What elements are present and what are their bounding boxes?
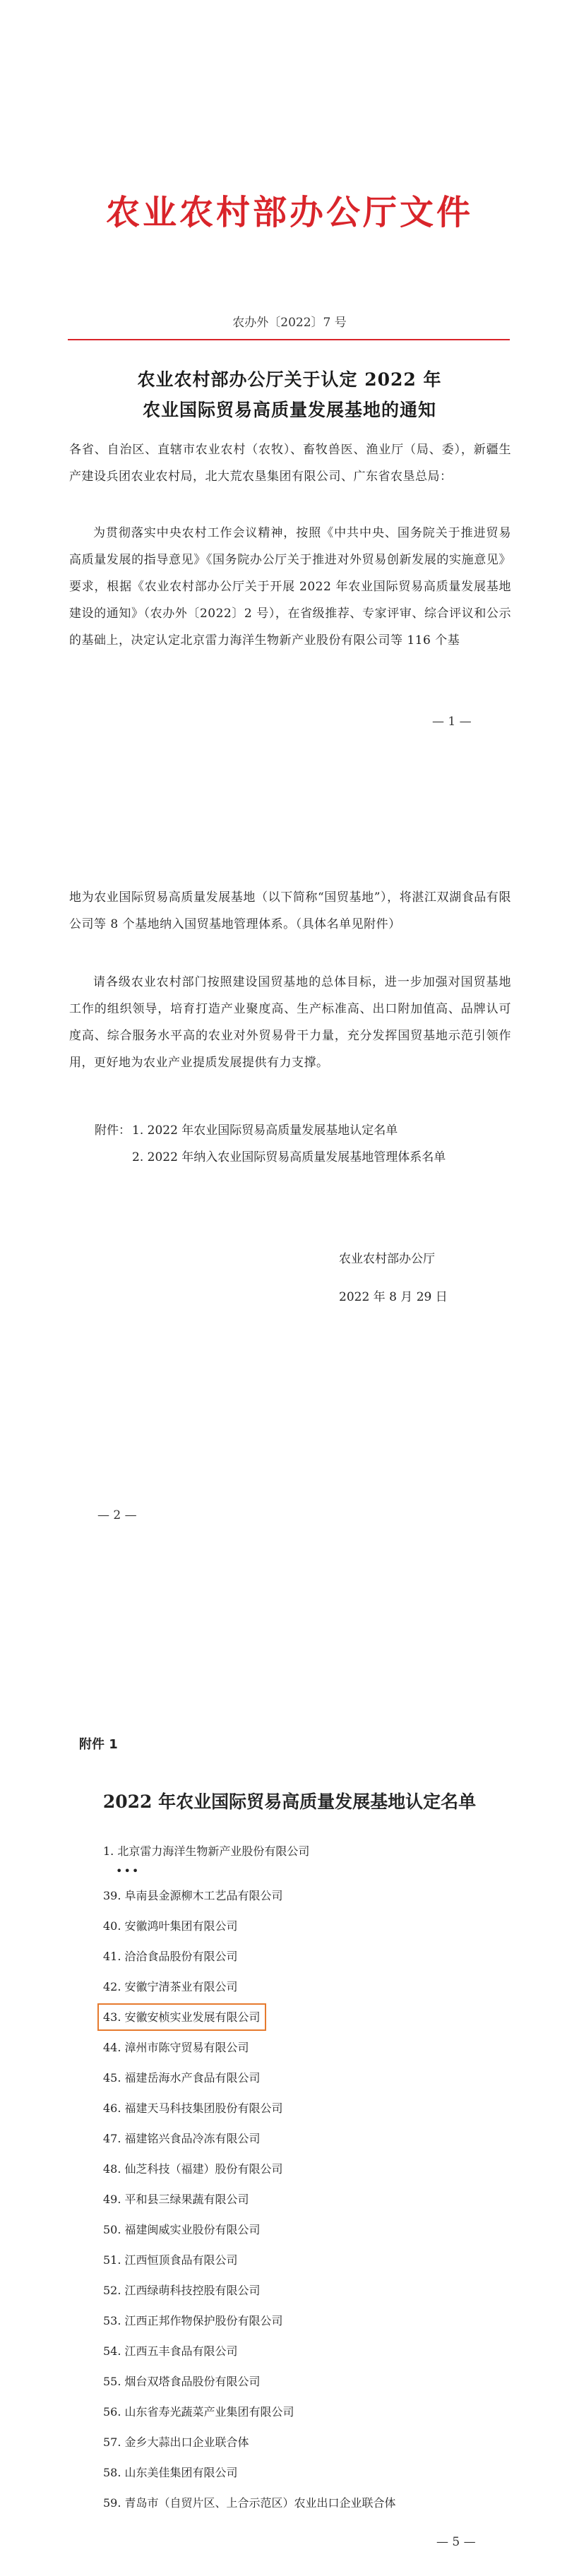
attachment-2: 2. 2022 年纳入农业国际贸易高质量发展基地管理体系名单 — [132, 1150, 446, 1164]
list-item: 59. 青岛市（自贸片区、上合示范区）农业出口企业联合体 — [103, 2496, 396, 2510]
list-item: 41. 洽洽食品股份有限公司 — [103, 1950, 238, 1963]
body-paragraph-1-continued: 地为农业国际贸易高质量发展基地（以下简称“国贸基地”），将湛江双湖食品有限公司等 8 个基地纳入国贸基地管理体系。（具体名单见附件） — [69, 890, 511, 931]
list-item: 47. 福建铭兴食品冷冻有限公司 — [103, 2132, 261, 2145]
list-item: 44. 漳州市陈守贸易有限公司 — [103, 2041, 249, 2054]
page-number-2: — 2 — — [97, 1508, 137, 1522]
document-masthead: 农业农村部办公厅文件 — [105, 193, 473, 232]
list-item: 45. 福建岳海水产食品有限公司 — [103, 2071, 261, 2085]
attachment-1: 1. 2022 年农业国际贸易高质量发展基地认定名单 — [132, 1123, 398, 1138]
base-list — [103, 1836, 396, 2518]
annex-label: 附件 1 — [79, 1737, 118, 1752]
page-number-1: — 1 — — [432, 715, 472, 729]
list-item: 46. 福建天马科技集团股份有限公司 — [103, 2101, 283, 2115]
recipients-paragraph: 各省、自治区、直辖市农业农村（农牧）、畜牧兽医、渔业厅（局、委），新疆生产建设兵团农业农村局，北大荒农垦集团有限公司、广东省农垦总局： — [69, 443, 511, 484]
list-item: 56. 山东省寿光蔬菜产业集团有限公司 — [103, 2405, 294, 2419]
list-item: 50. 福建闽威实业股份有限公司 — [103, 2223, 261, 2236]
body-paragraph-2: 请各级农业农村部门按照建设国贸基地的总体目标，进一步加强对国贸基地工作的组织领导，培育打造产业聚度高、生产标准高、出口附加值高、品牌认可度高、综合服务水平高的农业对外贸易骨干力量，充分发挥国贸基地示范引领作用，更好地为农业产业提质发展提供有力支撑。 — [69, 975, 511, 1070]
list-item: 49. 平和县三绿果蔬有限公司 — [103, 2193, 249, 2206]
list-item: 54. 江西五丰食品有限公司 — [103, 2344, 238, 2358]
issuer-name: 农业农村部办公厅 — [339, 1252, 435, 1266]
document-number: 农办外〔2022〕7 号 — [232, 316, 347, 330]
list-item: 1. 北京雷力海洋生物新产业股份有限公司 — [103, 1844, 310, 1858]
notice-title-line-1: 农业农村部办公厅关于认定 2022 年 — [137, 369, 442, 390]
list-item: 42. 安徽宁清茶业有限公司 — [103, 1980, 238, 1993]
highlighted-list-item — [103, 2002, 396, 2032]
list-item: 57. 金乡大蒜出口企业联合体 — [103, 2435, 249, 2449]
list-item: 52. 江西绿萌科技控股有限公司 — [103, 2284, 261, 2297]
list-item: 53. 江西正邦作物保护股份有限公司 — [103, 2314, 283, 2327]
list-item: 39. 阜南县金源柳木工艺品有限公司 — [103, 1889, 283, 1902]
list-item: 51. 江西恒顶食品有限公司 — [103, 2253, 238, 2267]
body-paragraph-1: 为贯彻落实中央农村工作会议精神，按照《中共中央、国务院关于推进贸易高质量发展的指导意见》《国务院办公厅关于推进对外贸易创新发展的实施意见》要求，根据《农业农村部办公厅关于开展 2022 年农业国际贸易高质量发展基地建设的通知》（农办外〔2022〕2 号），在省级推荐、专家评审、综合评议和公示的基础上，决定认定北京雷力海洋生物新产业股份有限公司等 116 个基 — [69, 526, 511, 648]
ellipsis-dots: ••• — [116, 1864, 141, 1878]
page-number-5: — 5 — — [436, 2535, 476, 2549]
list-item: 48. 仙芝科技（福建）股份有限公司 — [103, 2162, 283, 2176]
attachments-label: 附件： — [95, 1123, 131, 1138]
red-divider-line — [68, 339, 510, 340]
annex-title: 2022 年农业国际贸易高质量发展基地认定名单 — [102, 1791, 477, 1812]
highlight-box: 43. 安徽安桢实业发展有限公司 — [97, 2003, 266, 2031]
list-item: 58. 山东美佳集团有限公司 — [103, 2466, 238, 2479]
notice-title-line-2: 农业国际贸易高质量发展基地的通知 — [142, 400, 436, 420]
list-item: 55. 烟台双塔食品股份有限公司 — [103, 2375, 261, 2388]
list-item: 40. 安徽鸿叶集团有限公司 — [103, 1919, 238, 1933]
issue-date: 2022 年 8 月 29 日 — [339, 1290, 448, 1304]
